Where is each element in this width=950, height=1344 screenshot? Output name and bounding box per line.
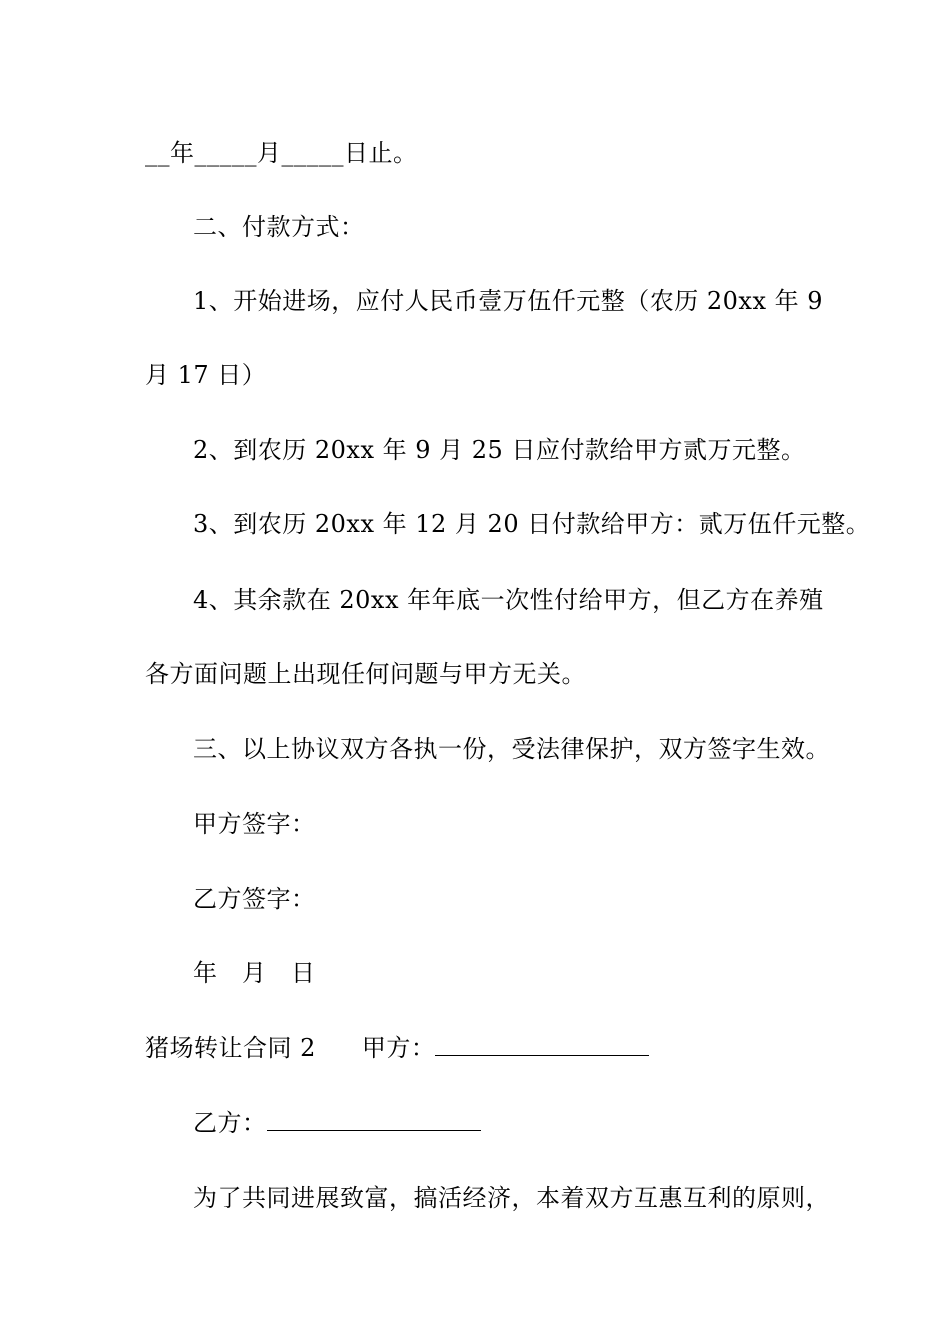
contract-2-party-b-label: 乙方：	[193, 1109, 267, 1137]
signature-date-line: 年 月 日	[193, 959, 316, 987]
payment-item-3: 3、到农历 20xx 年 12 月 20 日付款给甲方：贰万伍仟元整。	[193, 510, 871, 538]
party-a-signature-label: 甲方签字：	[193, 810, 316, 838]
party-b-name-blank	[267, 1104, 481, 1131]
contract-2-party-b-line	[193, 1103, 830, 1143]
payment-item-2: 2、到农历 20xx 年 9 月 25 日应付款给甲方贰万元整。	[193, 436, 806, 464]
section-heading-payment: 二、付款方式：	[193, 213, 365, 241]
party-a-name-blank	[435, 1029, 649, 1056]
payment-item-4: 4、其余款在 20xx 年年底一次性付给甲方，但乙方在养殖	[193, 586, 824, 614]
party-b-signature-label: 乙方签字：	[193, 885, 316, 913]
contract-2-title: 猪场转让合同 2	[145, 1034, 316, 1062]
contract-2-preamble: 为了共同进展致富，搞活经济，本着双方互惠互利的原则，	[193, 1184, 830, 1212]
term-end-date-line: __年_____月_____日止。	[145, 139, 418, 167]
payment-item-1-cont: 月 17 日）	[145, 361, 267, 389]
contract-2-party-a-label: 甲方：	[361, 1034, 436, 1062]
payment-item-4-cont: 各方面问题上出现任何问题与甲方无关。	[145, 660, 586, 688]
section-heading-agreement: 三、以上协议双方各执一份，受法律保护，双方签字生效。	[193, 735, 830, 763]
contract-2-header-line	[145, 1028, 830, 1068]
payment-item-1: 1、开始进场，应付人民币壹万伍仟元整（农历 20xx 年 9	[193, 287, 824, 315]
